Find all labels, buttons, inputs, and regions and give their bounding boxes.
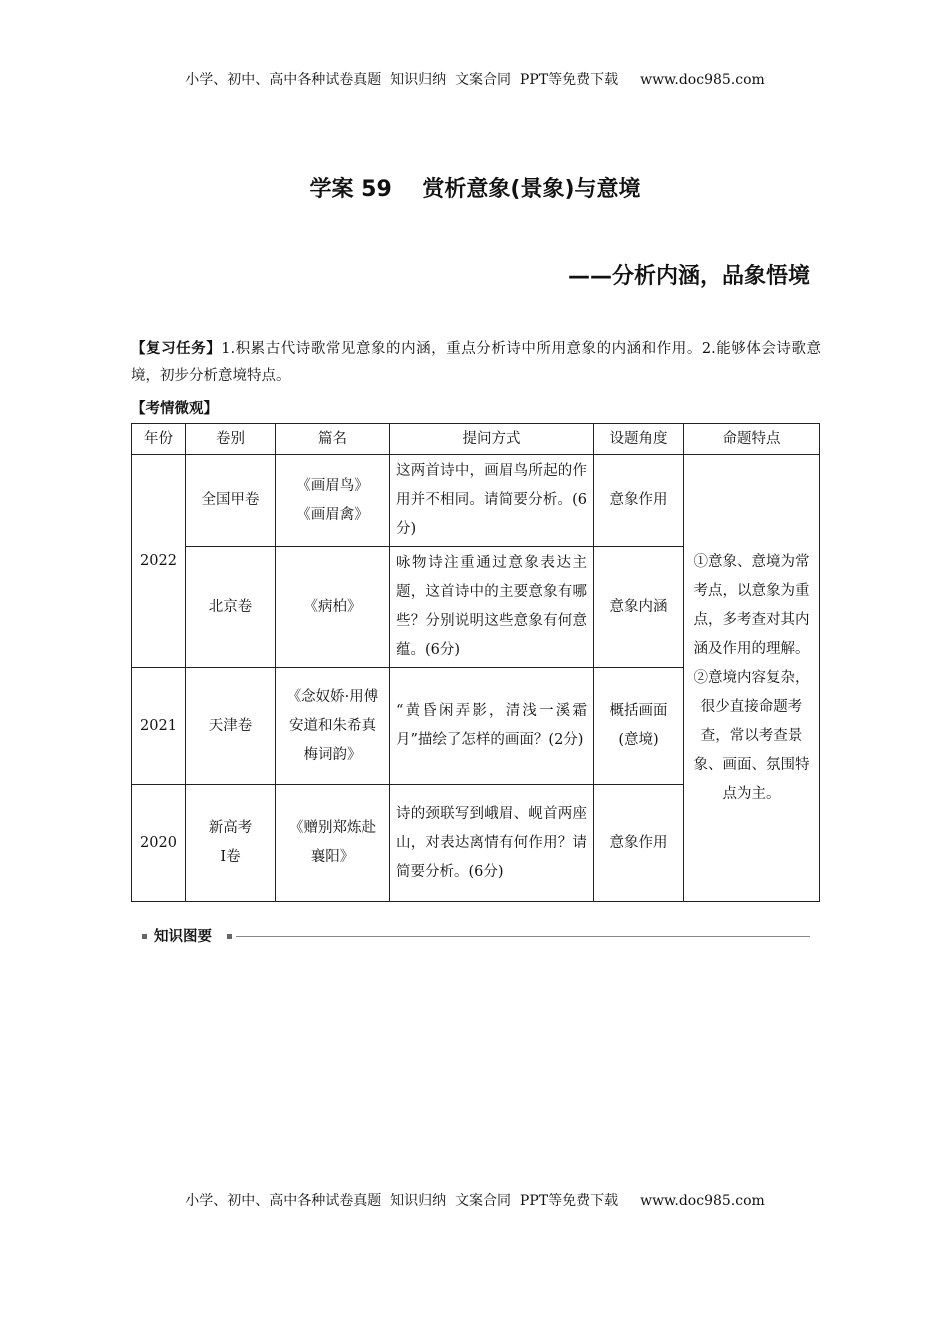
header-question: 提问方式 xyxy=(390,424,594,455)
title-cell xyxy=(276,455,390,547)
angle-cell: 意象作用 xyxy=(594,785,684,902)
footer-text: 小学、初中、高中各种试卷真题 知识归纳 文案合同 PPT等免费下载 xyxy=(185,1193,619,1209)
page-header xyxy=(0,69,950,89)
year-cell: 2021 xyxy=(132,668,186,785)
header-angle: 设题角度 xyxy=(594,424,684,455)
angle-cell: 意象内涵 xyxy=(594,547,684,668)
table-header-row xyxy=(132,424,820,455)
exam-table xyxy=(131,423,820,902)
review-task-label: 【复习任务】 xyxy=(131,341,222,357)
feature-point-2: ②意境内容复杂，很少直接命题考查，常以考查景象、画面、氛围特点为主。 xyxy=(693,669,810,802)
question-cell: 诗的颈联写到峨眉、岘首两座山，对表达离情有何作用？请简要分析。(6分) xyxy=(390,785,594,902)
angle-cell: 概括画面(意境) xyxy=(594,668,684,785)
header-title: 篇名 xyxy=(276,424,390,455)
section-title: 知识图要 xyxy=(154,929,212,945)
paper-line: 新高考 xyxy=(208,820,253,836)
paper-cell: 天津卷 xyxy=(186,668,276,785)
paper-line: Ⅰ卷 xyxy=(220,849,241,865)
feature-point-1: ①意象、意境为常考点，以意象为重点，多考查对其内涵及作用的理解。 xyxy=(693,553,810,657)
header-site-link[interactable]: www.doc985.com xyxy=(640,72,765,88)
question-cell: 这两首诗中，画眉鸟所起的作用并不相同。请简要分析。(6分) xyxy=(390,455,594,547)
poem-title: 《画眉禽》 xyxy=(296,506,369,523)
review-task-text: 1.积累古代诗歌常见意象的内涵，重点分析诗中所用意象的内涵和作用。2.能够体会诗歌意境，初步分析意境特点。 xyxy=(131,341,821,384)
review-task xyxy=(131,336,821,390)
header-feature: 命题特点 xyxy=(684,424,820,455)
table-row xyxy=(132,455,820,547)
square-bullet-icon xyxy=(142,934,147,939)
exam-overview-label: 【考情微观】 xyxy=(131,401,218,417)
header-paper: 卷别 xyxy=(186,424,276,455)
header-year: 年份 xyxy=(132,424,186,455)
square-bullet-icon xyxy=(227,934,232,939)
year-cell: 2022 xyxy=(132,455,186,668)
title-cell: 《赠别郑炼赴襄阳》 xyxy=(276,785,390,902)
paper-cell: 北京卷 xyxy=(186,547,276,668)
header-text: 小学、初中、高中各种试卷真题 知识归纳 文案合同 PPT等免费下载 xyxy=(185,72,619,88)
section-knowledge-map xyxy=(140,926,810,948)
title-cell: 《病柏》 xyxy=(276,547,390,668)
page-title: 学案 59 赏析意象(景象)与意境 xyxy=(309,177,641,202)
footer-site-link[interactable]: www.doc985.com xyxy=(640,1193,765,1209)
paper-cell: 全国甲卷 xyxy=(186,455,276,547)
page-footer xyxy=(0,1190,950,1210)
feature-cell xyxy=(684,455,820,902)
angle-cell: 意象作用 xyxy=(594,455,684,547)
year-cell: 2020 xyxy=(132,785,186,902)
title-cell: 《念奴娇·用傅安道和朱希真梅词韵》 xyxy=(276,668,390,785)
question-cell: “黄昏闲弄影，清浅一溪霜月”描绘了怎样的画面？(2分) xyxy=(390,668,594,785)
section-divider xyxy=(236,936,810,937)
question-cell: 咏物诗注重通过意象表达主题，这首诗中的主要意象有哪些？分别说明这些意象有何意蕴。(6分) xyxy=(390,547,594,668)
page-subtitle: ——分析内涵，品象悟境 xyxy=(567,264,810,289)
poem-title: 《画眉鸟》 xyxy=(296,477,369,494)
paper-cell xyxy=(186,785,276,902)
